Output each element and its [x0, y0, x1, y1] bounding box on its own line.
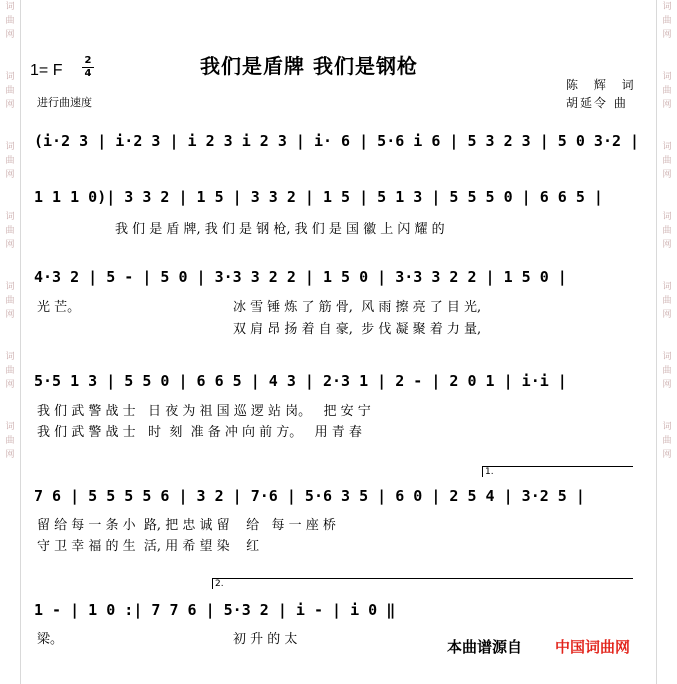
tempo-marking: 进行曲速度 — [37, 96, 92, 109]
score-line-2 — [30, 188, 647, 212]
meter-top: 2 — [84, 55, 92, 66]
lyricist-credit: 陈 辉 词 — [566, 78, 640, 92]
notation-line-1: (i·2 3 | i·2 3 | i 2 3 i 2 3 | i· 6 | 5·6 i 6 | 5 3 2 3 | 5 0 3·2 | — [34, 132, 640, 150]
song-title: 我们是盾牌 我们是钢枪 — [200, 54, 418, 78]
lyric-line-5a: 留 给 每 一 条 小 路, 把 忠 诚 留 给 每 一 座 桥 — [37, 518, 336, 533]
composer-credit: 胡延令 曲 — [566, 96, 628, 110]
lyric-line-4a: 我 们 武 警 战 士 日 夜 为 祖 国 巡 逻 站 岗。 把 安 宁 — [37, 404, 371, 419]
left-margin-line — [20, 0, 21, 684]
watermark-right: 词曲网 词曲网 词曲网 词曲网 词曲网 词曲网 词曲网 — [662, 2, 672, 460]
first-ending-bracket: 1. — [482, 466, 633, 477]
notation-line-4: 5·5 1 3 | 5 5 0 | 6 6 5 | 4 3 | 2·3 1 | 2 - | 2 0 1 | i·i | — [34, 372, 567, 390]
score-line-4 — [30, 372, 647, 396]
time-signature — [82, 55, 94, 80]
score-line-1 — [30, 132, 647, 156]
score-line-5 — [30, 487, 647, 511]
lyric-line-2: 我 们 是 盾 牌, 我 们 是 钢 枪, 我 们 是 国 徽 上 闪 耀 的 — [115, 222, 445, 237]
score-line-6 — [30, 601, 647, 625]
notation-line-5: 7 6 | 5 5 5 5 6 | 3 2 | 7·6 | 5·6 3 5 | 6 0 | 2 5 4 | 3·2 5 | — [34, 487, 585, 505]
lyric-line-3c: 双 肩 昂 扬 着 自 豪, 步 伐 凝 聚 着 力 量, — [233, 322, 482, 337]
notation-line-3: 4·3 2 | 5 - | 5 0 | 3·3 3 2 2 | 1 5 0 | 3·3 3 2 2 | 1 5 0 | — [34, 268, 567, 286]
watermark-left: 词曲网 词曲网 词曲网 词曲网 词曲网 词曲网 词曲网 — [5, 2, 15, 460]
lyric-line-6b: 初 升 的 太 — [233, 632, 298, 647]
score-line-3 — [30, 268, 647, 292]
site-name-link[interactable]: 中国词曲网 — [555, 638, 631, 656]
source-label: 本曲谱源自 — [447, 638, 523, 656]
lyric-line-3a: 光 芒。 — [37, 300, 81, 315]
second-ending-bracket: 2. — [212, 578, 633, 589]
lyric-line-4b: 我 们 武 警 战 士 时 刻 准 备 冲 向 前 方。 用 青 春 — [37, 425, 362, 440]
meter-bottom: 4 — [84, 68, 92, 79]
key-signature: 1= F — [30, 62, 63, 79]
right-margin-line — [656, 0, 657, 684]
lyric-line-3b: 冰 雪 锤 炼 了 筋 骨, 风 雨 擦 亮 了 目 光, — [233, 300, 482, 315]
lyric-line-5b: 守 卫 幸 福 的 生 活, 用 希 望 染 红 — [37, 539, 260, 554]
notation-line-2: 1 1 1 0)| 3 3 2 | 1 5 | 3 3 2 | 1 5 | 5 1 3 | 5 5 5 0 | 6 6 5 | — [34, 188, 603, 206]
lyric-line-6a: 梁。 — [37, 632, 64, 647]
notation-line-6: 1 - | 1 0 :| 7 7 6 | 5·3 2 | i - | i 0 ‖ — [34, 601, 396, 619]
